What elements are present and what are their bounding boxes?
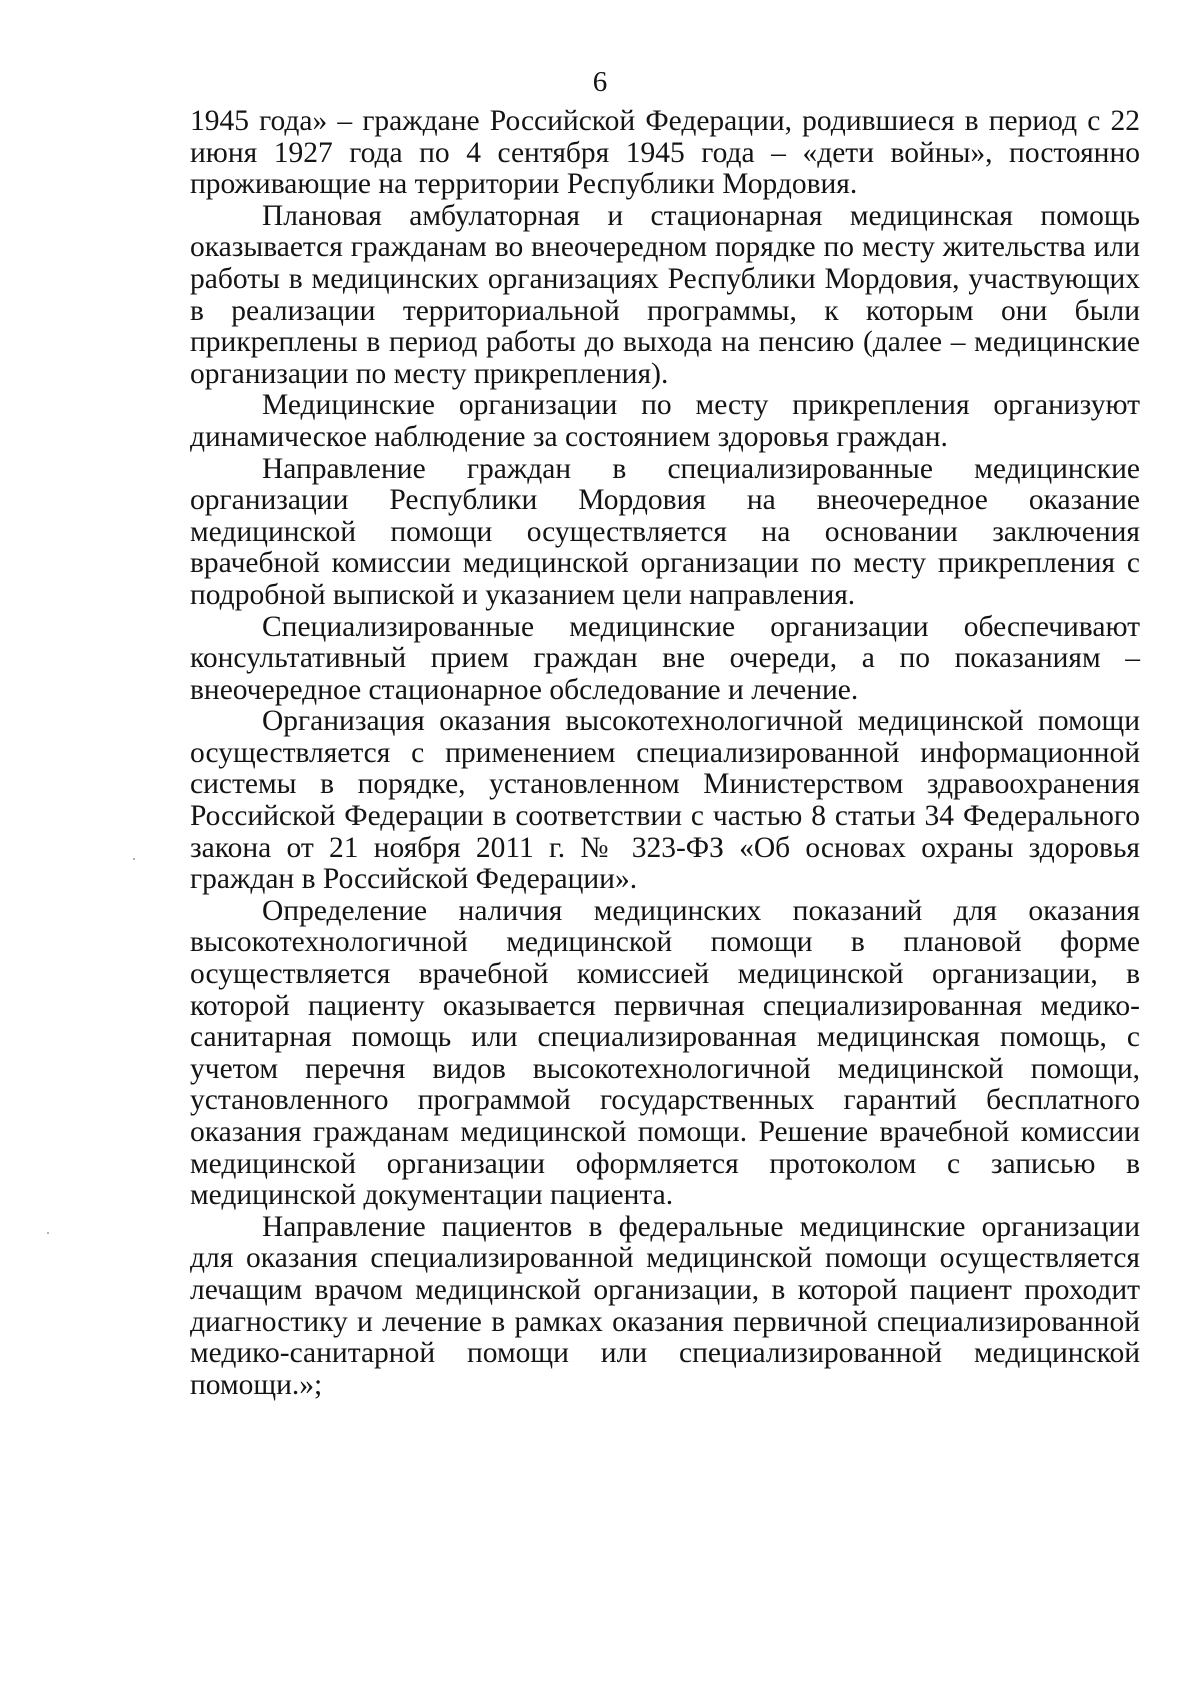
paragraph-3: Медицинские организации по месту прикрепления организуют динамическое наблюдение за состоянием здоровья граждан.	[190, 389, 1140, 453]
paragraph-5: Специализированные медицинские организации обеспечивают консультативный прием граждан вне очереди, а по показаниям – внеочередное стационарное обследование и лечение.	[190, 610, 1140, 706]
scan-speck	[133, 858, 135, 860]
paragraph-6: Организация оказания высокотехнологичной медицинской помощи осуществляется с применением специализированной информационной системы в порядке, установленном Министерством здравоохранения Российской Федерации в соответствии с частью 8 статьи 34 Федерального закона от 21 ноября 2011 г. № 323-ФЗ «Об основах охраны здоровья граждан в Российской Федерации».	[190, 705, 1140, 896]
paragraph-4: Направление граждан в специализированные медицинские организации Республики Мордовия на внеочередное оказание медицинской помощи осуществляется на основании заключения врачебной комиссии медицинской организации по месту прикрепления с подробной выпиской и указанием цели направления.	[190, 452, 1140, 611]
paragraph-1: 1945 года» – граждане Российской Федерации, родившиеся в период с 22 июня 1927 года по 4 сентября 1945 года – «дети войны», постоянно проживающие на территории Республики Мордовия.	[190, 105, 1140, 201]
document-body	[190, 106, 1140, 1401]
paragraph-7: Определение наличия медицинских показаний для оказания высокотехнологичной медицинской помощи в плановой форме осуществляется врачебной комиссией медицинской организации, в которой пациенту оказывается первичная специализированная медико-санитарная помощь или специализированная медицинская помощь, с учетом перечня видов высокотехнологичной медицинской помощи, установленного программой государственных гарантий бесплатного оказания гражданам медицинской помощи. Решение врачебной комиссии медицинской организации оформляется протоколом с записью в медицинской документации пациента.	[190, 894, 1140, 1212]
paragraph-2: Плановая амбулаторная и стационарная медицинская помощь оказывается гражданам во внеочередном порядке по месту жительства или работы в медицинских организациях Республики Мордовия, участвующих в реализации территориальной программы, к которым они были прикреплены в период работы до выхода на пенсию (далее – медицинские организации по месту прикрепления).	[190, 199, 1140, 390]
paragraph-8: Направление пациентов в федеральные медицинские организации для оказания специализированной медицинской помощи осуществляется лечащим врачом медицинской организации, в которой пациент проходит диагностику и лечение в рамках оказания первичной специализированной медико-санитарной помощи или специализированной медицинской помощи.»;	[190, 1210, 1140, 1401]
scan-speck	[47, 1232, 49, 1234]
page-number: 6	[592, 66, 608, 98]
